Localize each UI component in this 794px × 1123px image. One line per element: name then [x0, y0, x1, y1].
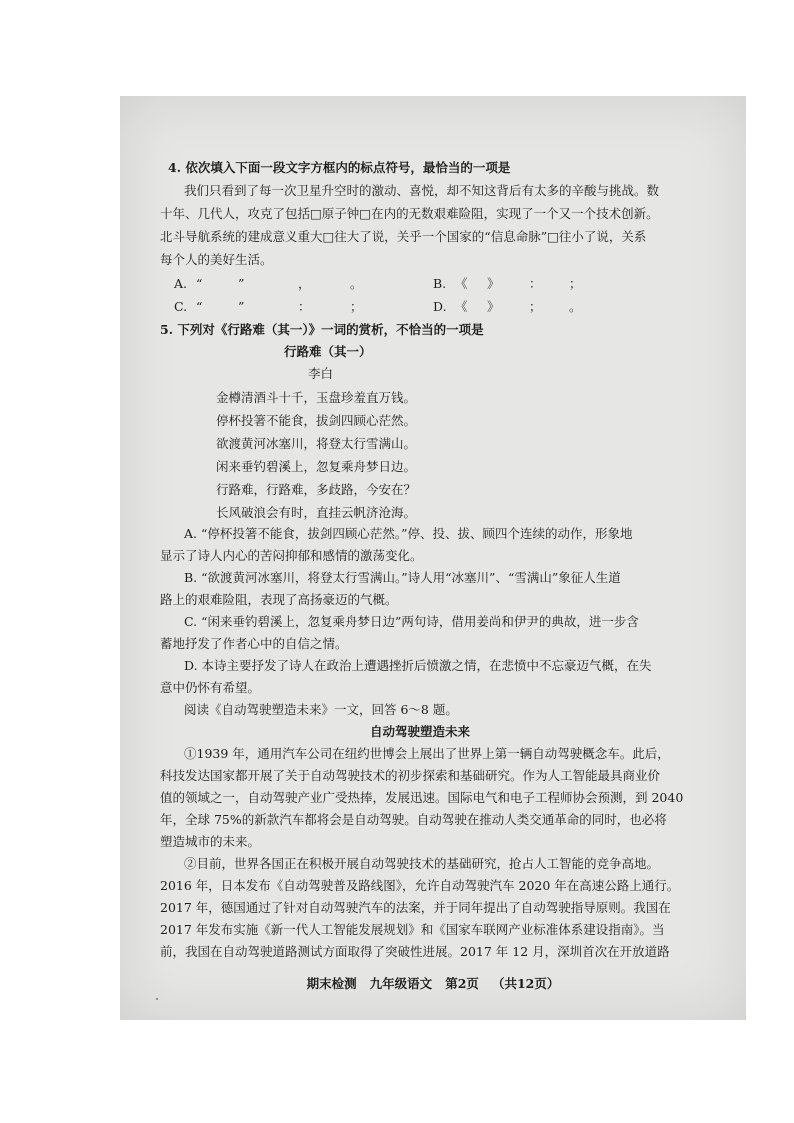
poem-title: 行路难（其一）: [284, 344, 372, 359]
option-mark: 。: [350, 276, 363, 291]
question-4-paragraph-line: 十年、几代人，攻克了包括□原子钟□在内的无数艰难险阻，实现了一个又一个技术创新。: [160, 206, 659, 221]
reading-intro: 阅读《自动驾驶塑造未来》一文，回答 6～8 题。: [184, 702, 458, 717]
question-4-option-c: [174, 299, 363, 315]
option-mark: ；: [350, 299, 363, 314]
poem-line: 停杯投箸不能食，拔剑四顾心茫然。: [216, 413, 417, 428]
option-mark: ：: [298, 299, 311, 314]
scanned-exam-page: [120, 96, 746, 1020]
passage-line: 年，全球 75%的新款汽车都将会是自动驾驶。自动驾驶在推动人类交通革命的同时，也必将: [160, 812, 667, 827]
passage-line: 值的领域之一，自动驾驶产业广受热捧，发展迅速。国际电气和电子工程师协会预测，到 2040: [160, 790, 684, 805]
poem-line: 金樽清酒斗十千，玉盘珍羞直万钱。: [216, 390, 417, 405]
question-4-stem: 4. 依次填入下面一段文字方框内的标点符号，最恰当的一项是: [168, 160, 511, 175]
choice-a-line: 显示了诗人内心的苦闷抑郁和感情的激荡变化。: [160, 548, 423, 563]
choice-c-line: C. “闲来垂钓碧溪上，忽复乘舟梦日边”两句诗，借用姜尚和伊尹的典故，进一步含: [184, 614, 639, 629]
choice-b-line: B. “欲渡黄河冰塞川，将登太行雪满山。”诗人用“冰塞川”、“雪满山”象征人生道: [184, 570, 621, 585]
page-footer: 期末检测 九年级语文 第2页 （共12页）: [306, 976, 560, 991]
poem-line: 闲来垂钓碧溪上，忽复乘舟梦日边。: [216, 459, 417, 474]
choice-c-line: 蓄地抒发了作者心中的自信之情。: [160, 636, 348, 651]
choice-a-line: A. “停杯投箸不能食，拔剑四顾心茫然。”停、投、拔、顾四个连续的动作，形象地: [184, 526, 633, 541]
question-4-paragraph-line: 每个人的美好生活。: [160, 252, 273, 267]
option-mark: “: [196, 276, 203, 291]
passage-line: 科技发达国家都开展了关于自动驾驶技术的初步探索和基础研究。作为人工智能最具商业价: [160, 768, 661, 783]
passage-line: 前，我国在自动驾驶道路测试方面取得了突破性进展。2017 年 12 月，深圳首次在开放道路: [160, 944, 670, 959]
choice-d-line: D. 本诗主要抒发了诗人在政治上遭遇挫折后愤激之情，在悲愤中不忘豪迈气概，在失: [184, 658, 652, 673]
poem-line: 行路难，行路难，多歧路，今安在？: [216, 482, 417, 497]
option-mark: 》: [487, 276, 500, 291]
poem-author: 李白: [308, 366, 334, 381]
option-label: C.: [174, 299, 188, 314]
passage-line: 2017 年发布实施《新一代人工智能发展规划》和《国家车联网产业标准体系建设指南》。当: [160, 922, 665, 937]
passage-line: 塑造城市的未来。: [160, 834, 261, 849]
option-mark: “: [196, 299, 203, 314]
question-4-option-a: [174, 276, 363, 292]
scan-speck: [156, 998, 158, 1000]
option-mark: ；: [529, 299, 542, 314]
option-mark: 《: [455, 276, 468, 291]
passage-line: 2016 年，日本发布《自动驾驶普及路线图》，允许自动驾驶汽车 2020 年在高速公路上通行。: [160, 878, 680, 893]
poem-line: 欲渡黄河冰塞川，将登太行雪满山。: [216, 436, 417, 451]
passage-line: ②目前，世界各国正在积极开展自动驾驶技术的基础研究，抢占人工智能的竞争高地。: [184, 856, 660, 871]
passage-title: 自动驾驶塑造未来: [370, 724, 471, 739]
option-mark: ；: [569, 276, 582, 291]
option-mark: ：: [529, 276, 542, 291]
option-mark: 《: [455, 299, 468, 314]
choice-b-line: 路上的艰难险阻，表现了高扬豪迈的气概。: [160, 592, 398, 607]
passage-line: 2017 年，德国通过了针对自动驾驶汽车的法案，并于同年提出了自动驾驶指导原则。我国在: [160, 900, 671, 915]
option-label: A.: [174, 276, 188, 291]
option-mark: ”: [238, 276, 245, 291]
question-4-paragraph-line: 我们只看到了每一次卫星升空时的激动、喜悦，却不知这背后有太多的辛酸与挑战。数: [184, 183, 660, 198]
question-4-option-d: [433, 299, 582, 315]
option-mark: ”: [238, 299, 245, 314]
option-mark: 》: [487, 299, 500, 314]
passage-line: ①1939 年，通用汽车公司在纽约世博会上展出了世界上第一辆自动驾驶概念车。此后，: [184, 746, 670, 761]
option-label: D.: [433, 299, 447, 314]
question-4-option-b: [433, 276, 582, 292]
poem-line: 长风破浪会有时，直挂云帆济沧海。: [216, 505, 417, 520]
question-5-stem: 5. 下列对《行路难（其一）》一词的赏析，不恰当的一项是: [160, 322, 484, 337]
question-4-paragraph-line: 北斗导航系统的建成意义重大□往大了说，关乎一个国家的“信息命脉”□往小了说，关系: [160, 229, 647, 244]
option-mark: ，: [298, 276, 311, 291]
option-label: B.: [433, 276, 447, 291]
option-mark: 。: [569, 299, 582, 314]
choice-d-line: 意中仍怀有希望。: [160, 680, 261, 695]
